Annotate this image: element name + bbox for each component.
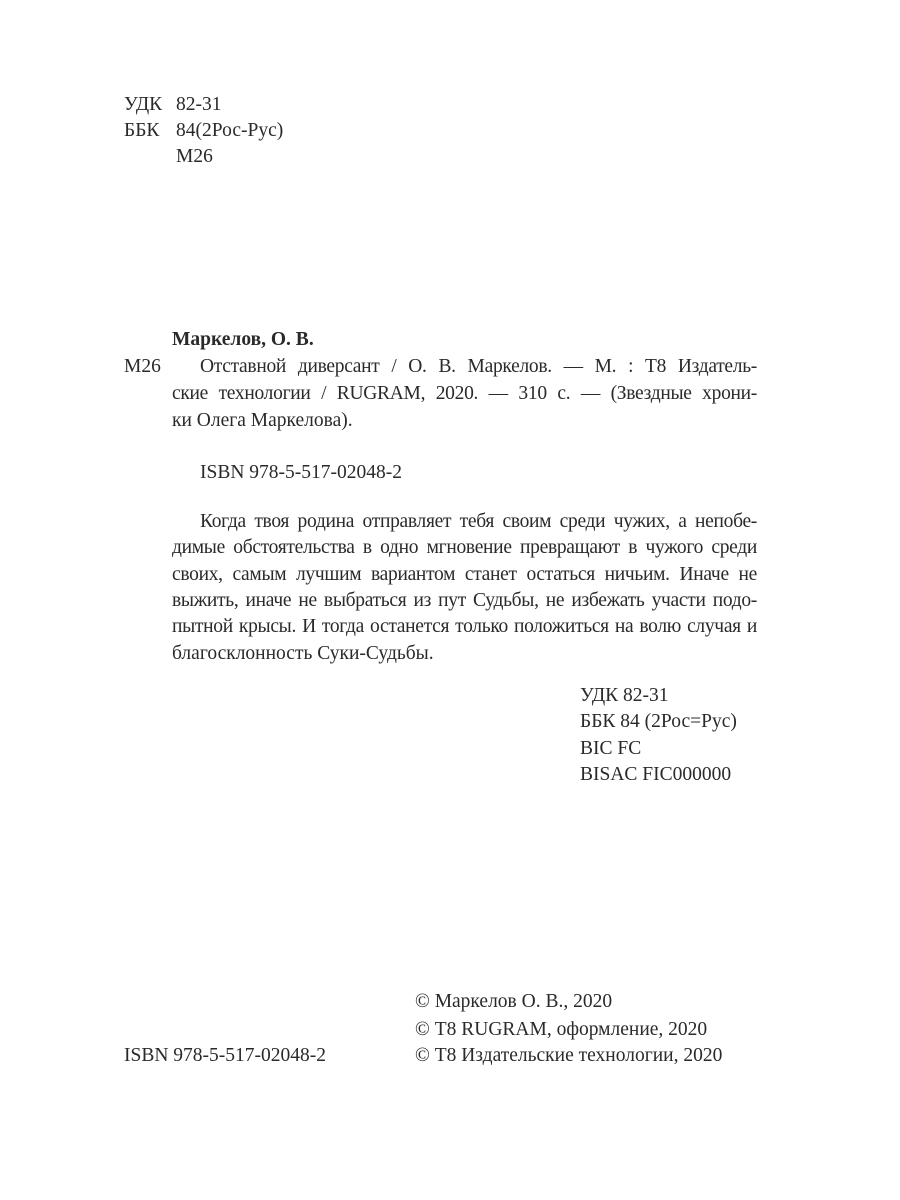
copyright-design: © Т8 RUGRAM, оформление, 2020 — [415, 1019, 708, 1040]
annotation-line: выжить, иначе не выбраться из пут Судьбы, не избежать участи подо- — [172, 590, 757, 611]
description-line: Отставной диверсант / О. В. Маркелов. — М. : Т8 Издатель- — [200, 356, 757, 377]
bbk-label: ББК — [124, 120, 160, 141]
isbn-record: ISBN 978-5-517-02048-2 — [200, 462, 403, 483]
classification-bbk: ББК 84 (2Рос=Рус) — [580, 711, 737, 732]
classification-bisac: BISAC FIC000000 — [580, 764, 732, 785]
author-heading: Маркелов, О. В. — [172, 329, 314, 350]
description-line: ки Олега Маркелова). — [172, 410, 353, 431]
bbk-value: 84(2Рос-Рус) — [176, 120, 284, 141]
annotation-line: пытной крысы. И тогда останется только положиться на волю случая и — [172, 616, 757, 637]
author-mark-top: М26 — [176, 146, 213, 167]
udk-label: УДК — [124, 94, 163, 115]
copyright-author: © Маркелов О. В., 2020 — [415, 991, 613, 1012]
annotation-line: димые обстоятельства в одно мгновение превращают в чужого среди — [172, 537, 757, 558]
annotation-line: благосклонность Суки-Судьбы. — [172, 643, 434, 664]
isbn-bottom: ISBN 978-5-517-02048-2 — [124, 1045, 327, 1066]
description-line: ские технологии / RUGRAM, 2020. — 310 с. — (Звездные хрони- — [172, 383, 757, 404]
copyright-publisher: © Т8 Издательские технологии, 2020 — [415, 1045, 723, 1066]
annotation-line: своих, самым лучшим вариантом станет остаться ничьим. Иначе не — [172, 564, 757, 585]
classification-bic: BIC FC — [580, 738, 642, 759]
annotation-line: Когда твоя родина отправляет тебя своим среди чужих, а непобе- — [200, 511, 757, 532]
udk-value: 82-31 — [176, 94, 222, 115]
author-mark: М26 — [124, 356, 161, 377]
classification-udk: УДК 82-31 — [580, 685, 669, 706]
